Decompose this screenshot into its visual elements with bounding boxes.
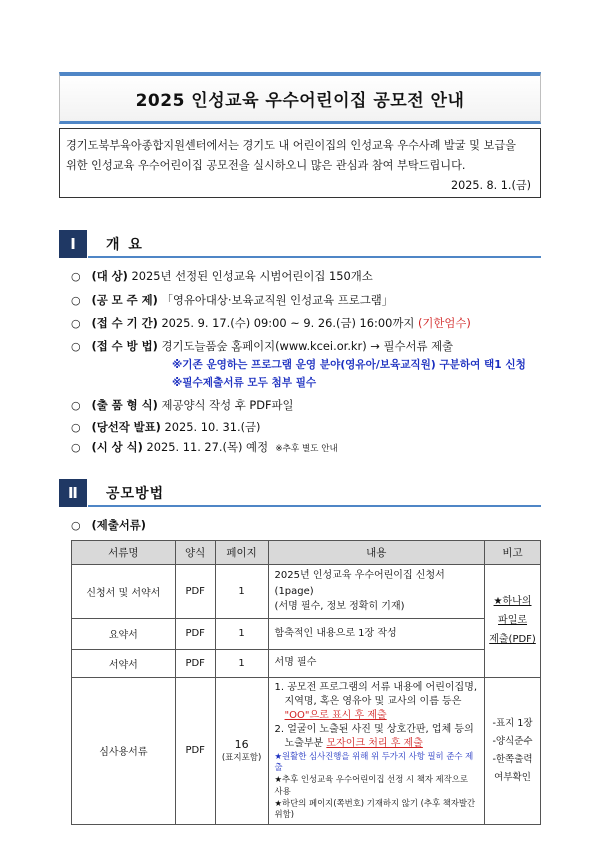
table-row: 요약서 PDF 1 함축적인 내용으로 1장 작성 [72, 618, 541, 649]
intro-date: 2025. 8. 1.(금) [450, 179, 531, 192]
table-row: 서약서 PDF 1 서명 필수 [72, 649, 541, 677]
item-award-value: 2025. 11. 27.(목) 예정 [146, 440, 269, 454]
intro-line-1: 경기도북부육아종합지원센터에서는 경기도 내 어린이집의 인성교육 우수사례 발굴 및 보급을 [66, 139, 516, 152]
item-method: ○ (접 수 방 법) 경기도늘품숲 홈페이지(www.kcei.or.kr) → 필수서류 제출 [71, 339, 454, 353]
item-period-label: (접 수 기 간) [91, 316, 158, 330]
item-award: ○ (시 상 식) 2025. 11. 27.(목) 예정 ※추후 별도 안내 [71, 440, 338, 454]
submission-subhead: ○ (제출서류) [71, 518, 146, 532]
header-format: 양식 [175, 541, 215, 565]
cell-content: 2025년 인성교육 우수어린이집 신청서 (1page) (서명 필수, 정보 정확히 기재) [268, 565, 485, 619]
item-target [71, 268, 373, 284]
table-row [72, 565, 541, 619]
header-pages: 페이지 [215, 541, 268, 565]
item-format-label: (출 품 형 식) [91, 398, 158, 412]
item-theme: ○ (공 모 주 제) 「영유아대상·보육교직원 인성교육 프로그램」 [71, 293, 394, 307]
submission-subhead-label: (제출서류) [91, 518, 146, 532]
item-method-value: 경기도늘품숲 홈페이지(www.kcei.or.kr) → 필수서류 제출 [161, 339, 454, 353]
item-method-label: (접 수 방 법) [91, 339, 158, 353]
section-1-number: Ⅰ [59, 230, 87, 258]
header-doc-name: 서류명 [72, 541, 176, 565]
item-method-note-1: ※기존 운영하는 프로그램 운영 분야(영유아/보육교직원) 구분하여 택1 신청 [172, 359, 526, 371]
cell-name: 신청서 및 서약서 [72, 565, 176, 619]
page-title: 2025 인성교육 우수어린이집 공모전 안내 [135, 91, 465, 111]
item-period: ○ (접 수 기 간) 2025. 9. 17.(수) 09:00 ~ 9. 26.(금) 16:00까지 (기한엄수) [71, 316, 471, 330]
intro-line-2: 위한 인성교육 우수어린이집 공모전을 실시하오니 많은 관심과 참여 부탁드립니다. [66, 159, 466, 172]
title-banner [59, 72, 541, 124]
table-header-row [72, 541, 541, 565]
section-2-underline [88, 505, 541, 507]
item-announce-value: 2025. 10. 31.(금) [164, 420, 261, 434]
documents-table [71, 540, 541, 825]
section-1-title: 개 요 [106, 237, 144, 253]
table-row: 심사용서류 PDF 16 (표지포함) 1. 공모전 프로그램의 서류 내용에 어린이집명, 지역명, 혹은 영유아 및 교사의 이름 등은 "OO"으로 표시 후 제출 2. 얼굴이 노출된 사진 및 상호간판, 업체 등의 노출부분 모자이크 처리 후 제출 ★원활한 심사진행을 위해 위 두가지 사항 필히 준수 제출 ★추후 인성교육 우수어린이집 선정 시 책자 제작으로 사용 ★하단의 페이지(쪽번호) 기재하지 않기 (추후 책자발간 위함) -표지 1장 -양식준수 -한쪽출력 여부확인 [72, 677, 541, 825]
item-award-label: (시 상 식) [91, 440, 143, 454]
section-2-number: Ⅱ [59, 479, 87, 507]
item-announce: ○ (당선작 발표) 2025. 10. 31.(금) [71, 420, 261, 434]
item-format: ○ (출 품 형 식) 제공양식 작성 후 PDF파일 [71, 398, 294, 412]
section-2-title: 공모방법 [106, 486, 165, 502]
item-target-value: 2025년 선정된 인성교육 시범어린이집 150개소 [131, 269, 373, 283]
item-format-value: 제공양식 작성 후 PDF파일 [161, 398, 294, 412]
item-method-note-2: ※필수제출서류 모두 첨부 필수 [172, 377, 317, 389]
bullet: ○ [71, 270, 81, 283]
item-period-emphasis: (기한엄수) [417, 316, 471, 330]
header-remark: 비고 [485, 541, 541, 565]
cell-remark-1: ★하나의 파일로 제출(PDF) [485, 565, 541, 678]
cell-pages: 1 [215, 565, 268, 619]
item-period-value: 2025. 9. 17.(수) 09:00 ~ 9. 26.(금) 16:00까지 [161, 316, 415, 330]
cell-format: PDF [175, 565, 215, 619]
item-announce-label: (당선작 발표) [91, 420, 161, 434]
cell-remark-2: -표지 1장 -양식준수 -한쪽출력 여부확인 [485, 677, 541, 825]
item-theme-label: (공 모 주 제) [91, 293, 158, 307]
item-target-label: (대 상) [91, 269, 128, 283]
item-theme-value: 「영유아대상·보육교직원 인성교육 프로그램」 [161, 293, 394, 307]
item-award-note: ※추후 별도 안내 [275, 444, 338, 454]
header-content: 내용 [268, 541, 485, 565]
section-1-underline [88, 256, 541, 258]
